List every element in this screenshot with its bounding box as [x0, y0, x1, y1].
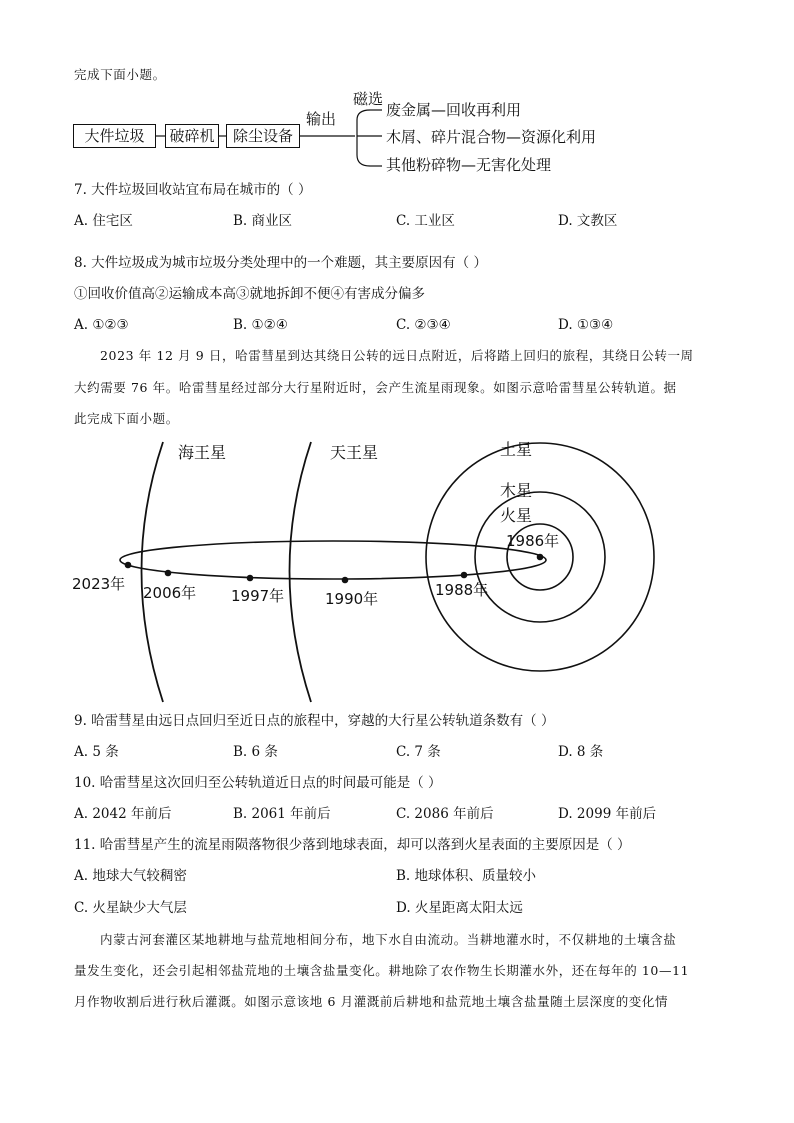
- passage3-line3: 月作物收割后进行秋后灌溉。如图示意该地 6 月灌溉前后耕地和盐荒地土壤含盐量随土层深度的变化情: [74, 994, 669, 1009]
- flow-branch-metal: 废金属—回收再利用: [386, 101, 522, 119]
- passage2-line1: 2023 年 12 月 9 日，哈雷彗星到达其绕日公转的远日点附近，后将踏上回归的旅程，其绕日公转一周: [100, 348, 694, 363]
- halley-orbit: [120, 541, 546, 579]
- q8-stem: 8. 大件垃圾成为城市垃圾分类处理中的一个难题，其主要原因有（ ）: [74, 255, 487, 271]
- label-1988: 1988年: [435, 581, 489, 599]
- q9-option-c: C. 7 条: [396, 744, 441, 760]
- label-2023: 2023年: [72, 575, 126, 593]
- point-1997: [247, 575, 254, 582]
- point-1988: [461, 572, 468, 579]
- label-1997: 1997年: [231, 587, 285, 605]
- passage2-line2: 大约需要 76 年。哈雷彗星经过部分大行星附近时，会产生流星雨现象。如图示意哈雷彗星公转轨道。据: [74, 380, 677, 395]
- intro-text: 完成下面小题。: [74, 67, 166, 82]
- q11-option-a: A. 地球大气较稠密: [74, 868, 187, 884]
- passage2-line3: 此完成下面小题。: [74, 411, 179, 426]
- flow-branch-wood: 木屑、碎片混合物—资源化利用: [386, 128, 597, 146]
- q10-option-d: D. 2099 年前后: [558, 806, 657, 822]
- q7-option-d: D. 文教区: [558, 213, 618, 229]
- q7-option-c: C. 工业区: [396, 213, 455, 229]
- q10-option-a: A. 2042 年前后: [74, 806, 172, 822]
- label-saturn: 土星: [500, 440, 533, 459]
- q11-stem: 11. 哈雷彗星产生的流星雨陨落物很少落到地球表面，却可以落到火星表面的主要原因是（ ）: [74, 837, 631, 853]
- label-neptune: 海王星: [178, 443, 227, 462]
- point-1990: [342, 577, 349, 584]
- flow-magnet-label: 磁选: [353, 90, 384, 108]
- label-jupiter: 木星: [500, 481, 533, 500]
- uranus-orbit: [290, 442, 312, 702]
- label-1986: 1986年: [506, 532, 560, 550]
- neptune-orbit: [142, 442, 164, 702]
- q11-option-d: D. 火星距离太阳太远: [396, 900, 523, 916]
- q11-option-c: C. 火星缺少大气层: [74, 900, 187, 916]
- q9-stem: 9. 哈雷彗星由远日点回归至近日点的旅程中，穿越的大行星公转轨道条数有（ ）: [74, 713, 555, 729]
- q7-option-a: A. 住宅区: [74, 213, 133, 229]
- point-1986: [537, 554, 544, 561]
- label-2006: 2006年: [143, 584, 197, 602]
- flow-output-label: 输出: [306, 110, 337, 128]
- passage3-line1: 内蒙古河套灌区某地耕地与盐荒地相间分布，地下水自由流动。当耕地灌水时，不仅耕地的土壤含盐: [100, 932, 677, 947]
- q8-option-c: C. ②③④: [396, 317, 451, 333]
- q8-items: ①回收价值高②运输成本高③就地拆卸不便④有害成分偏多: [74, 286, 425, 302]
- q8-option-b: B. ①②④: [233, 317, 288, 333]
- flow-branch-other: 其他粉碎物—无害化处理: [386, 156, 552, 174]
- q10-stem: 10. 哈雷彗星这次回归至公转轨道近日点的时间最可能是（ ）: [74, 775, 442, 791]
- q10-option-c: C. 2086 年前后: [396, 806, 494, 822]
- flow-box-garbage: 大件垃圾: [73, 124, 156, 148]
- label-1990: 1990年: [325, 590, 379, 608]
- q11-option-b: B. 地球体积、质量较小: [396, 868, 537, 884]
- q7-stem: 7. 大件垃圾回收站宜布局在城市的（ ）: [74, 182, 312, 198]
- point-2023: [125, 562, 132, 569]
- flow-box-crusher: 破碎机: [165, 124, 219, 148]
- q8-option-d: D. ①③④: [558, 317, 614, 333]
- q9-option-d: D. 8 条: [558, 744, 604, 760]
- q7-option-b: B. 商业区: [233, 213, 293, 229]
- q9-option-a: A. 5 条: [74, 744, 119, 760]
- label-mars: 火星: [500, 506, 533, 525]
- flow-box-dust-removal: 除尘设备: [226, 124, 300, 148]
- q8-option-a: A. ①②③: [74, 317, 129, 333]
- point-2006: [165, 570, 172, 577]
- q10-option-b: B. 2061 年前后: [233, 806, 331, 822]
- q9-option-b: B. 6 条: [233, 744, 278, 760]
- label-uranus: 天王星: [330, 443, 379, 462]
- passage3-line2: 量发生变化，还会引起相邻盐荒地的土壤含盐量变化。耕地除了农作物生长期灌水外，还在每年的 10—11: [74, 963, 690, 978]
